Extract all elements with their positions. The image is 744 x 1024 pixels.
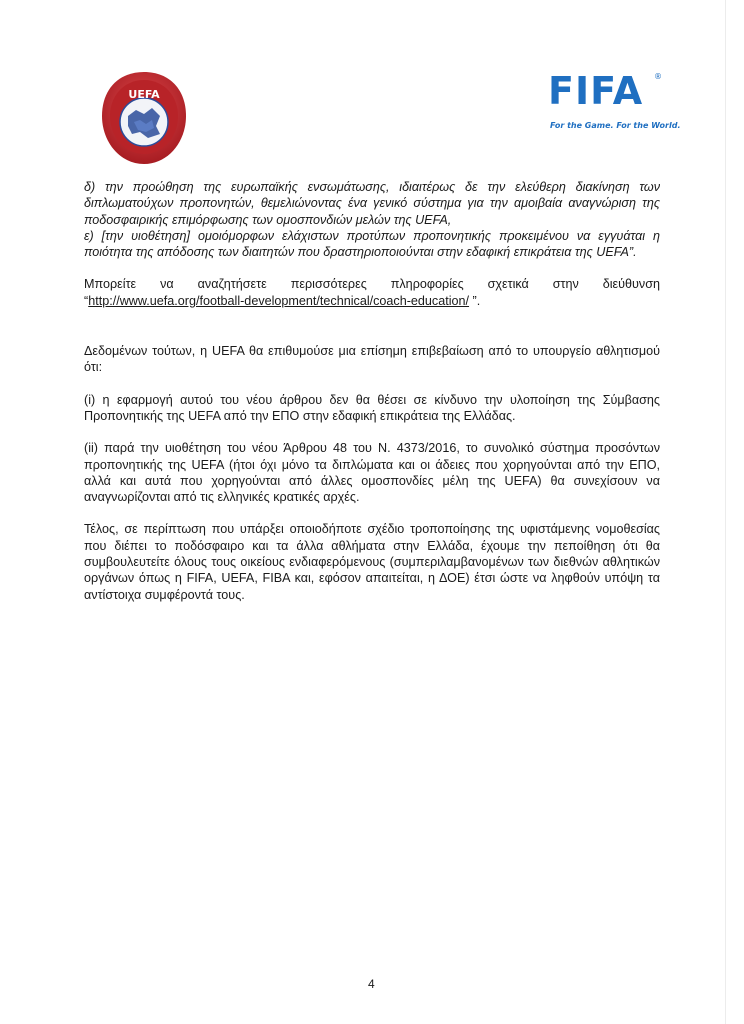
point-ii: (ii) παρά την υιοθέτηση του νέου Άρθρου 48 του Ν. 4373/2016, το συνολικό σύστημα προσόντων προπονητικής της UEFA (ήτοι όχι μόνο τα διπλώματα και οι άδειες που χορηγούνται από την ΕΠΟ, αλλά και αυτά που χορηγούνται από άλλες ομοσπονδίες μέλη της UEFA) θα συνεχίσουν να αναγνωρίζονται από τις ελληνικές κρατικές αρχές. bbox=[84, 441, 660, 505]
coach-education-link[interactable]: http://www.uefa.org/football-development/technical/coach-education/ bbox=[88, 293, 470, 308]
open-quote: “ bbox=[84, 293, 89, 308]
closing-paragraph: Τέλος, σε περίπτωση που υπάρξει οποιοδήποτε σχέδιο τροποποίησης της υφιστάμενης νομοθεσίας που διέπει το ποδόσφαιρο και τα άλλα αθλήματα στην Ελλάδα, έχουμε την πεποίθηση ότι θα συμβουλευτείτε όλους τους οικείους ενδιαφερόμενους (συμπεριλαμβανομένων των διεθνών αθλητικών οργάνων όπως η FIFA, UEFA, FIBA και, εφόσον απαιτείται, η ΔΟΕ) έτσι ώστε να ληφθούν υπόψη τα αντίστοιχα συμφέροντά τους. bbox=[84, 522, 660, 602]
confirmation-request: Δεδομένων τούτων, η UEFA θα επιθυμούσε μια επίσημη επιβεβαίωση από το υπουργείο αθλητισμού ότι: bbox=[84, 344, 660, 375]
letter-body bbox=[84, 179, 660, 603]
fifa-logo bbox=[542, 68, 681, 138]
uefa-logo-text: UEFA bbox=[128, 88, 160, 101]
uefa-logo bbox=[100, 70, 188, 166]
item-d: δ) την προώθηση της ευρωπαϊκής ενσωμάτωσης, ιδιαιτέρως δε την ελεύθερη διακίνηση των διπλωματούχων προπονητών, θεμελιώνοντας ένα γενικό σύστημα για την αμοιβαία αναγνώριση της ποδοσφαιρικής επιμόρφωσης των ομοσπονδιών μελών της UEFA, bbox=[84, 180, 660, 227]
fifa-registered-mark: ® bbox=[654, 72, 662, 81]
page-edge bbox=[725, 0, 726, 1024]
uefa-emblem-icon bbox=[100, 70, 188, 166]
page-number: 4 bbox=[368, 977, 375, 991]
more-info-link-line bbox=[84, 293, 660, 309]
more-info-paragraph bbox=[84, 276, 660, 292]
fifa-slogan: For the Game. For the World. bbox=[550, 121, 681, 130]
item-e: ε) [την υιοθέτηση] ομοιόμορφων ελάχιστων προτύπων προπονητικής προκειμένου να εγγυάται η ποιότητα της απόδοσης των διαιτητών που δραστηριοποιούνται στην εδαφική επικράτεια της UEFA”. bbox=[84, 228, 660, 260]
fifa-logo-text: FIFA bbox=[548, 69, 644, 113]
more-info-lead: Μπορείτε να αναζητήσετε περισσότερες πληροφορίες σχετικά στην διεύθυνση bbox=[84, 277, 660, 292]
point-i: (i) η εφαρμογή αυτού του νέου άρθρου δεν θα θέσει σε κίνδυνο την υλοποίηση της Σύμβασης Προπονητικής της UEFA από την ΕΠΟ στην εδαφική επικράτεια της Ελλάδας. bbox=[84, 392, 660, 423]
close-quote: ”. bbox=[469, 293, 481, 308]
